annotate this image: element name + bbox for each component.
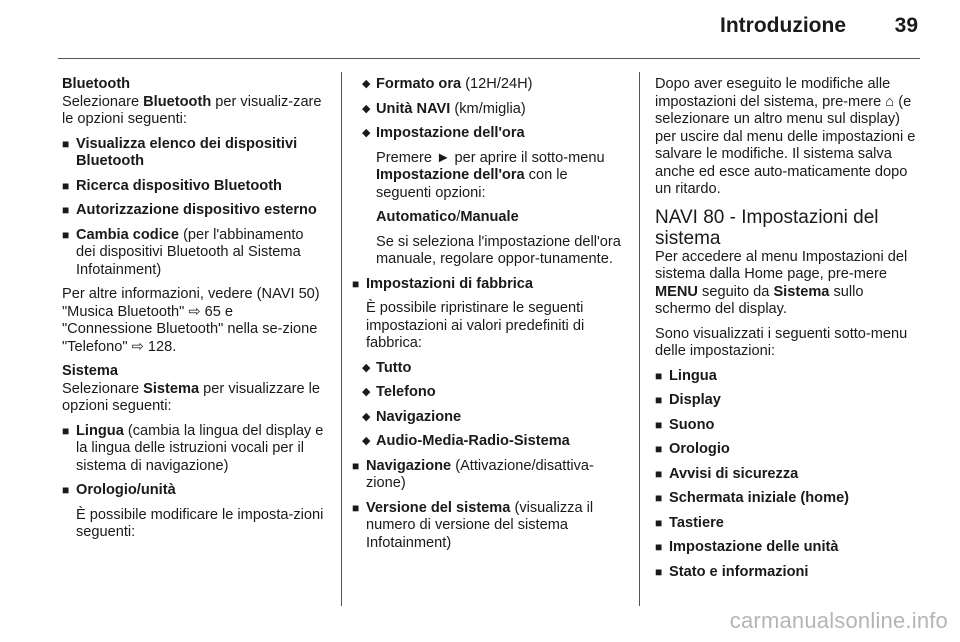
paragraph-sono: Sono visualizzati i seguenti sotto-menu delle impostazioni:	[655, 325, 908, 359]
paragraph-orologio: È possibile modificare le imposta-zioni seguenti:	[76, 506, 324, 540]
sub-list-item: ◆ Telefono	[362, 384, 436, 400]
section-heading-sistema: Sistema	[62, 363, 118, 379]
column-3	[655, 76, 923, 588]
list-item: ■ Navigazione (Attivazione/disattiva-zione)	[352, 457, 594, 491]
list-item: ■ Ricerca dispositivo Bluetooth	[62, 177, 282, 194]
list-item: ■ Suono	[655, 416, 715, 433]
square-bullet-icon: ■	[62, 203, 70, 217]
section-heading-bluetooth: Bluetooth	[62, 76, 131, 92]
column-1	[62, 76, 327, 549]
list-item: ■ Stato e informazioni	[655, 563, 809, 580]
page-number: 39	[894, 14, 918, 37]
paragraph-sistema-intro: Selezionare Sistema per visualizzare le opzioni seguenti:	[62, 380, 320, 414]
list-item: ■ Impostazione delle unità	[655, 539, 839, 555]
square-bullet-icon: ■	[62, 178, 70, 193]
watermark: carmanualsonline.info	[729, 608, 948, 633]
paragraph-bluetooth-reference: Per altre informazioni, vedere (NAVI 50) "Musica Bluetooth" ⇨ 65 e "Connessione Bluetooth" nella se-zione "Telefono" ⇨ 128.	[62, 286, 320, 355]
square-bullet-icon: ■	[352, 276, 360, 291]
paragraph-bluetooth-intro: Selezionare Bluetooth per visualiz-zare le opzioni seguenti:	[62, 93, 322, 127]
paragraph-premere: Premere ► per aprire il sotto-menu Impostazione dell'ora con le seguenti opzioni:	[376, 149, 605, 201]
square-bullet-icon: ■	[62, 227, 70, 242]
list-item: ■ Visualizza elenco dei dispositivi Bluetooth	[62, 135, 298, 169]
list-item: ■ Orologio	[655, 441, 730, 457]
paragraph-fabbrica: È possibile ripristinare le seguenti impostazioni ai valori predefiniti di fabbrica:	[366, 300, 585, 351]
square-bullet-icon: ■	[655, 540, 663, 554]
paragraph-automatico-manuale: Automatico/Manuale	[376, 209, 519, 225]
square-bullet-icon: ■	[655, 564, 663, 579]
column-2	[352, 76, 622, 559]
diamond-bullet-icon: ◆	[362, 78, 371, 90]
column-divider-1	[341, 72, 342, 606]
square-bullet-icon: ■	[62, 483, 70, 497]
page-title: Introduzione	[720, 14, 846, 37]
list-item: ■ Avvisi di sicurezza	[655, 465, 799, 482]
sub-list-item: ◆ Audio-Media-Radio-Sistema	[362, 433, 570, 449]
paragraph-manuale: Se si seleziona l'impostazione dell'ora manuale, regolare oppor-tunamente.	[376, 233, 621, 267]
diamond-bullet-icon: ◆	[362, 435, 371, 447]
list-item: ■ Lingua	[655, 367, 717, 384]
header-divider	[58, 58, 920, 59]
sub-list-item: ◆ Unità NAVI (km/miglia)	[362, 100, 526, 117]
list-item: ■ Tastiere	[655, 514, 724, 531]
square-bullet-icon: ■	[62, 423, 70, 438]
square-bullet-icon: ■	[655, 417, 663, 432]
square-bullet-icon: ■	[655, 491, 663, 505]
square-bullet-icon: ■	[352, 500, 360, 515]
sub-list-item: ◆ Tutto	[362, 359, 412, 376]
list-item: ■ Display	[655, 392, 721, 408]
diamond-bullet-icon: ◆	[362, 361, 371, 374]
square-bullet-icon: ■	[62, 136, 70, 151]
list-item: ■ Lingua (cambia la lingua del display e la lingua delle istruzioni vocali per il sistema di navigazione)	[62, 422, 324, 474]
diamond-bullet-icon: ◆	[362, 102, 371, 115]
paragraph-dopo: Dopo aver eseguito le modifiche alle impostazioni del sistema, pre-mere ⌂ (e selezionare un altro menu sul display) per uscire dal menu delle impostazioni e salvare le modifiche. Il sistema salva anche ed esce auto-maticamente dopo un ritardo.	[655, 76, 916, 197]
list-item: ■ Orologio/unità	[62, 482, 176, 498]
sub-list-item: ◆ Formato ora (12H/24H)	[362, 76, 533, 92]
square-bullet-icon: ■	[655, 368, 663, 383]
list-item: ■ Autorizzazione dispositivo esterno	[62, 202, 317, 218]
list-item: ■ Cambia codice (per l'abbinamento dei dispositivi Bluetooth al Sistema Infotainment)	[62, 226, 304, 278]
square-bullet-icon: ■	[655, 393, 663, 407]
column-divider-2	[639, 72, 640, 606]
diamond-bullet-icon: ◆	[362, 386, 371, 398]
square-bullet-icon: ■	[352, 458, 360, 473]
list-item: ■ Impostazioni di fabbrica	[352, 275, 534, 292]
diamond-bullet-icon: ◆	[362, 410, 371, 423]
sub-list-item: ◆ Navigazione	[362, 408, 462, 425]
sub-list-item: ◆ Impostazione dell'ora	[362, 125, 525, 141]
square-bullet-icon: ■	[655, 442, 663, 456]
diamond-bullet-icon: ◆	[362, 127, 371, 139]
list-item: ■ Versione del sistema (visualizza il numero di versione del sistema Infotainment)	[352, 499, 594, 551]
section-heading-navi80: NAVI 80 - Impostazioni del sistema	[655, 206, 879, 249]
square-bullet-icon: ■	[655, 466, 663, 481]
list-item: ■ Schermata iniziale (home)	[655, 490, 850, 506]
paragraph-accedere: Per accedere al menu Impostazioni del sistema dalla Home page, pre-mere MENU seguito da Sistema sullo schermo del display.	[655, 248, 908, 317]
square-bullet-icon: ■	[655, 515, 663, 530]
